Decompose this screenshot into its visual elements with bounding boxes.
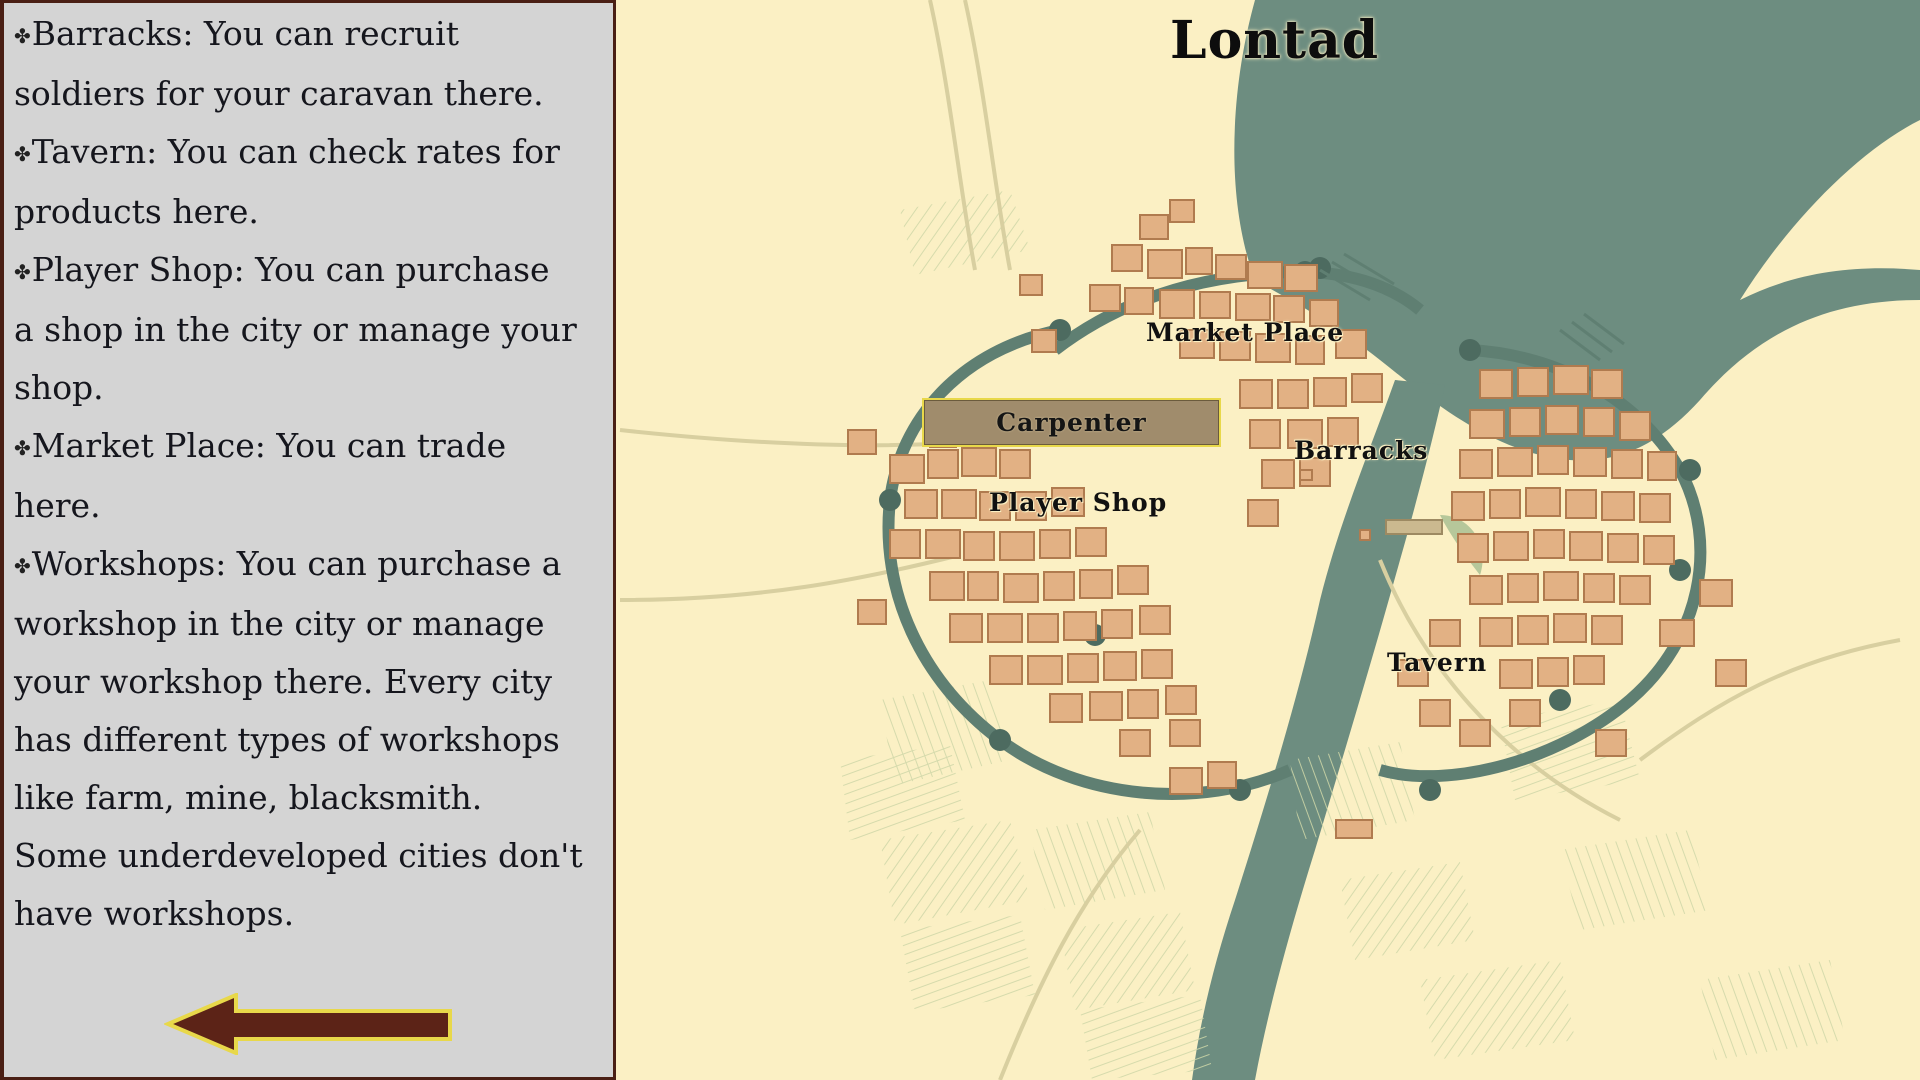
back-arrow-button[interactable] [164, 993, 454, 1055]
bullet-icon: ✤ [14, 260, 31, 284]
info-line-text: Barracks: You can recruit [31, 14, 459, 53]
back-arrow-icon [164, 993, 454, 1055]
info-line [14, 417, 595, 477]
info-line-text: your workshop there. Every city [14, 662, 553, 701]
info-line [14, 595, 595, 653]
info-line-text: like farm, mine, blacksmith. [14, 778, 483, 817]
poi-carpenter-label: Carpenter [996, 408, 1147, 437]
info-line-text: has different types of workshops [14, 720, 560, 759]
bullet-icon: ✤ [14, 142, 31, 166]
info-line [14, 301, 595, 359]
info-line-text: soldiers for your caravan there. [14, 74, 544, 113]
info-line-text: Market Place: You can trade [31, 426, 507, 465]
info-line [14, 711, 595, 769]
info-line [14, 477, 595, 535]
poi-carpenter-selected[interactable] [922, 398, 1221, 447]
info-line [14, 183, 595, 241]
info-line [14, 241, 595, 301]
info-line-text: products here. [14, 192, 259, 231]
poi-player-shop[interactable]: Player Shop [989, 488, 1168, 517]
poi-barracks[interactable]: Barracks [1294, 436, 1429, 465]
info-line-text: Player Shop: You can purchase [31, 250, 550, 289]
info-line [14, 885, 595, 943]
info-line [14, 535, 595, 595]
info-line-text: Some underdeveloped cities don't [14, 836, 583, 875]
city-name-label: Lontad [1170, 10, 1380, 71]
info-line-text: a shop in the city or manage your [14, 310, 577, 349]
info-line-text: workshop in the city or manage [14, 604, 545, 643]
info-line-text: here. [14, 486, 101, 525]
bridge [1386, 520, 1442, 534]
info-panel [0, 0, 616, 1080]
info-line-text: have workshops. [14, 894, 295, 933]
info-line [14, 5, 595, 65]
info-line [14, 123, 595, 183]
info-line-text: shop. [14, 368, 104, 407]
info-line-text: Tavern: You can check rates for [31, 132, 560, 171]
info-line [14, 769, 595, 827]
poi-market-place[interactable]: Market Place [1146, 318, 1345, 347]
bullet-icon: ✤ [14, 24, 31, 48]
bullet-icon: ✤ [14, 554, 31, 578]
info-line [14, 827, 595, 885]
bullet-icon: ✤ [14, 436, 31, 460]
info-line-text: Workshops: You can purchase a [31, 544, 562, 583]
poi-tavern[interactable]: Tavern [1387, 648, 1488, 677]
info-line [14, 653, 595, 711]
info-line [14, 359, 595, 417]
info-line [14, 65, 595, 123]
